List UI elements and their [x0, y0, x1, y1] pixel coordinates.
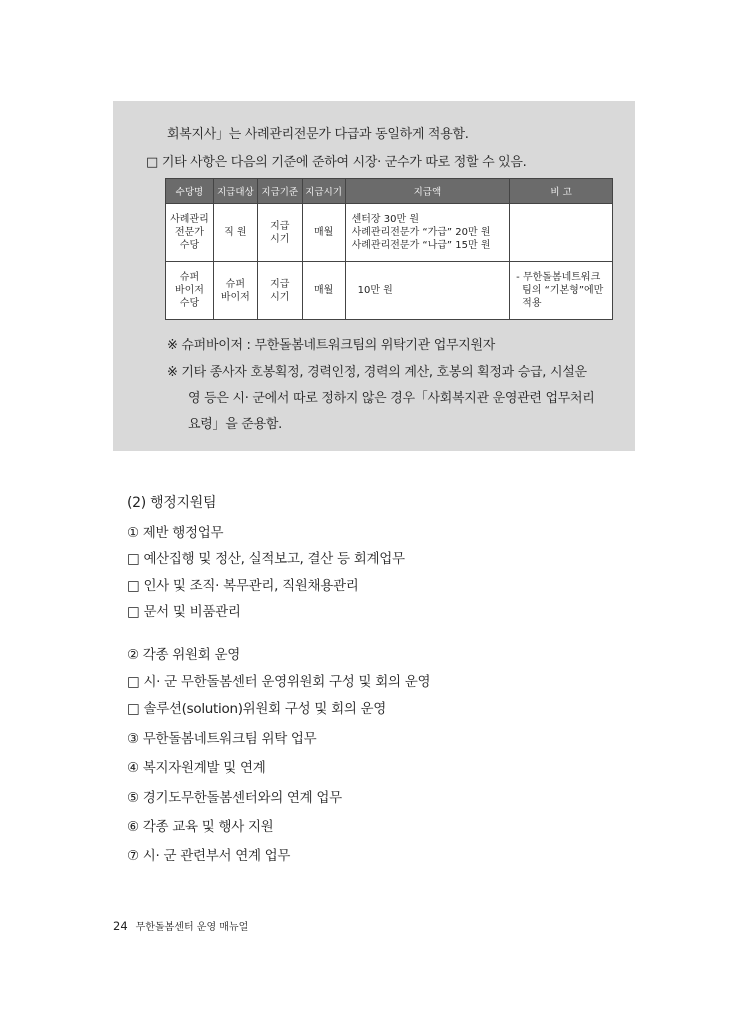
list-item: ② 각종 위원회 운영 — [127, 647, 240, 663]
box-note-other-3: 요령」을 준용함. — [188, 417, 282, 432]
cell-amount: 10만 원 — [345, 262, 510, 320]
cell-note: - 무한돌봄네트워크 팀의 “기본형”에만 적용 — [510, 262, 613, 320]
box-note-supervisor: ※ 슈퍼바이저 : 무한돌봄네트워크팀의 위탁기관 업무지원자 — [167, 338, 496, 353]
cell-timing: 매월 — [302, 262, 345, 320]
table-row — [166, 204, 613, 262]
list-item: ④ 복지자원계발 및 연계 — [127, 760, 266, 776]
section-title: (2) 행정지원팀 — [127, 495, 217, 511]
header-allowance-name: 수당명 — [166, 179, 214, 204]
header-target: 지급대상 — [213, 179, 257, 204]
cell-amount: 센터장 30만 원 사례관리전문가 “가급” 20만 원 사례관리전문가 “나급” 15만 원 — [345, 204, 510, 262]
cell-timing: 매월 — [302, 204, 345, 262]
list-item: ⑥ 각종 교육 및 행사 지원 — [127, 819, 274, 835]
allowance-table — [165, 178, 613, 320]
header-amount: 지급액 — [345, 179, 510, 204]
header-basis: 지급기준 — [257, 179, 302, 204]
cell-target: 슈퍼 바이저 — [213, 262, 257, 320]
cell-name: 슈퍼 바이저 수당 — [166, 262, 214, 320]
list-item: □ 문서 및 비품관리 — [127, 604, 241, 620]
header-timing: 지급시기 — [302, 179, 345, 204]
list-item: □ 예산집행 및 정산, 실적보고, 결산 등 회계업무 — [127, 551, 405, 567]
page-number: 24 — [113, 919, 128, 933]
cell-target: 직 원 — [213, 204, 257, 262]
list-item: □ 인사 및 조직· 복무관리, 직원채용관리 — [127, 578, 359, 594]
box-note-other-2: 영 등은 시· 군에서 따로 정하지 않은 경우「사회복지관 운영관련 업무처리 — [188, 391, 595, 406]
list-item: ③ 무한돌봄네트워크팀 위탁 업무 — [127, 731, 317, 747]
header-note: 비 고 — [510, 179, 613, 204]
box-line-1: 회복지사」는 사례관리전문가 다급과 동일하게 적용함. — [167, 127, 469, 142]
page-footer — [113, 918, 248, 933]
list-item: ① 제반 행정업무 — [127, 525, 224, 541]
footer-title: 무한돌봄센터 운영 매뉴얼 — [135, 922, 249, 933]
table-row — [166, 262, 613, 320]
box-note-other-1: ※ 기타 종사자 호봉획정, 경력인정, 경력의 계산, 호봉의 획정과 승급, 시설운 — [167, 365, 587, 380]
list-item: □ 솔루션(solution)위원회 구성 및 회의 운영 — [127, 701, 387, 717]
list-item: ⑦ 시· 군 관련부서 연계 업무 — [127, 848, 291, 864]
cell-basis: 지급 시기 — [257, 204, 302, 262]
table-header-row — [166, 179, 613, 204]
list-item: □ 시· 군 무한돌봄센터 운영위원회 구성 및 회의 운영 — [127, 674, 431, 690]
cell-note — [510, 204, 613, 262]
cell-name: 사례관리 전문가 수당 — [166, 204, 214, 262]
list-item: ⑤ 경기도무한돌봄센터와의 연계 업무 — [127, 790, 342, 806]
box-line-2: □ 기타 사항은 다음의 기준에 준하여 시장· 군수가 따로 정할 수 있음. — [146, 155, 527, 170]
cell-basis: 지급 시기 — [257, 262, 302, 320]
